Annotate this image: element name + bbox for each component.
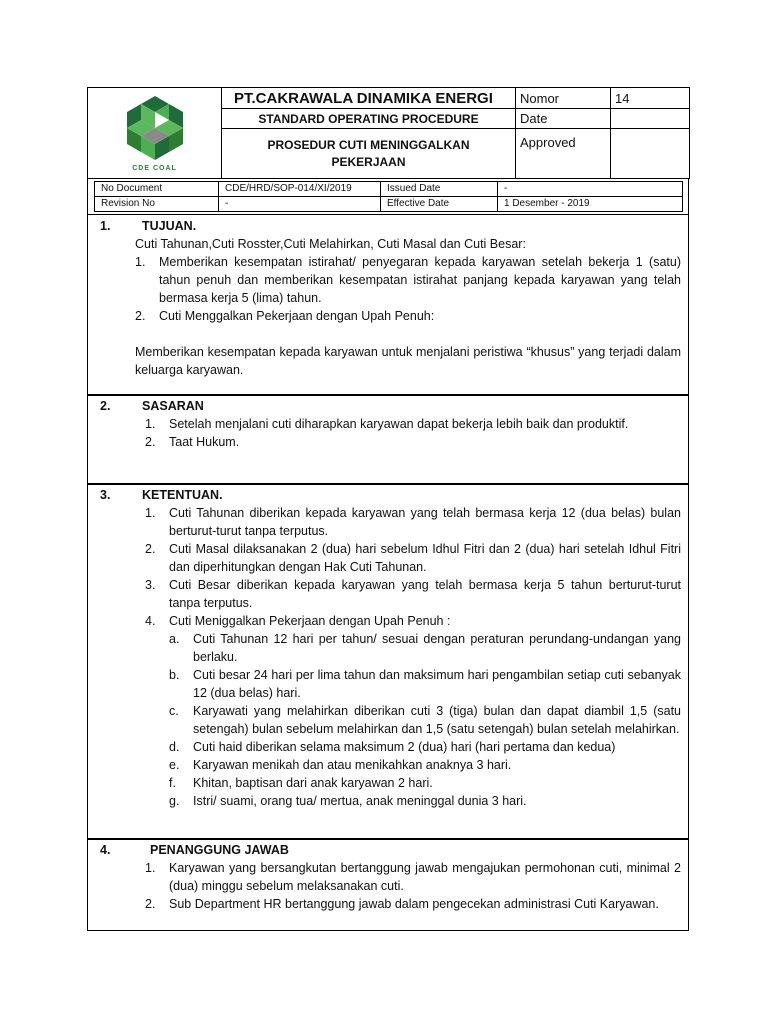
- issued-date-label: Issued Date: [381, 182, 498, 197]
- section-heading: [95, 397, 681, 415]
- sublist-letter: c.: [169, 704, 179, 718]
- nomor-label: Nomor: [516, 88, 611, 109]
- section-title: KETENTUAN.: [142, 488, 223, 502]
- list-text: Taat Hukum.: [169, 435, 240, 449]
- tujuan-list: [135, 253, 681, 325]
- list-text: Cuti Tahunan diberikan kepada karyawan yang telah bermasa kerja 12 (dua belas) bulan berturut-turut tanpa terputus.: [169, 506, 681, 538]
- issued-date-value: -: [498, 182, 683, 197]
- meta-wrapper: [87, 179, 689, 215]
- no-document-value: CDE/HRD/SOP-014/XI/2019: [219, 182, 381, 197]
- section-heading: [95, 486, 681, 504]
- section-number: 2.: [100, 399, 111, 413]
- sublist-text: Karyawati yang melahirkan diberikan cuti 3 (tiga) bulan dan dapat diambil 1,5 (satu setengah) bulan sebelum melahirkan dan 1,5 (satu setengah) bulan setelah melahirkan.: [193, 704, 681, 736]
- sublist-item: [169, 702, 681, 738]
- section-ketentuan: [87, 484, 689, 839]
- list-text: Setelah menjalani cuti diharapkan karyawan dapat bekerja lebih baik dan produktif.: [169, 417, 629, 431]
- sublist-letter: b.: [169, 668, 180, 682]
- procedure-title-line2: PEKERJAAN: [331, 154, 406, 169]
- sop-document: [87, 87, 689, 931]
- sublist-letter: e.: [169, 758, 180, 772]
- logo-cell: [88, 88, 222, 179]
- procedure-title: [222, 129, 516, 179]
- list-number: 2.: [145, 897, 156, 911]
- list-item: [145, 433, 681, 451]
- sublist-text: Cuti haid diberikan selama maksimum 2 (dua) hari (hari pertama dan kedua): [193, 740, 616, 754]
- ketentuan-list: [95, 504, 681, 810]
- effective-date-value: 1 Desember - 2019: [498, 197, 683, 212]
- list-number: 1.: [145, 861, 156, 875]
- procedure-title-line1: PROSEDUR CUTI MENINGGALKAN: [267, 137, 470, 152]
- list-item: [145, 504, 681, 540]
- revision-no-label: Revision No: [95, 197, 219, 212]
- sublist-item: [169, 630, 681, 666]
- list-item: [145, 576, 681, 612]
- penanggung-list: [95, 859, 681, 913]
- sublist-item: [169, 774, 681, 792]
- section-heading: [95, 841, 681, 859]
- list-item: [135, 253, 681, 307]
- date-value: [611, 109, 690, 129]
- ketentuan-sublist: [145, 630, 681, 810]
- list-item: [145, 895, 681, 913]
- list-item: [145, 859, 681, 895]
- sop-subtitle: STANDARD OPERATING PROCEDURE: [222, 109, 516, 129]
- cde-coal-logo-icon: [120, 94, 190, 164]
- list-text: Cuti Besar diberikan kepada karyawan yang telah bermasa kerja 5 tahun berturut-turut tanpa terputus.: [169, 578, 681, 610]
- effective-date-label: Effective Date: [381, 197, 498, 212]
- sublist-item: [169, 738, 681, 756]
- list-number: 1.: [145, 506, 156, 520]
- tujuan-closing: Memberikan kesempatan kepada karyawan untuk menjalani peristiwa “khusus” yang terjadi dalam keluarga karyawan.: [135, 345, 681, 377]
- list-item: [145, 612, 681, 630]
- sublist-text: Istri/ suami, orang tua/ mertua, anak meninggal dunia 3 hari.: [193, 794, 527, 808]
- section-sasaran: [87, 395, 689, 484]
- header-table: [87, 87, 690, 179]
- date-label: Date: [516, 109, 611, 129]
- sublist-letter: f.: [169, 776, 176, 790]
- sublist-text: Karyawan menikah dan atau menikahkan anaknya 3 hari.: [193, 758, 512, 772]
- list-number: 2.: [145, 542, 156, 556]
- meta-table: [94, 181, 683, 212]
- sublist-text: Cuti Tahunan 12 hari per tahun/ sesuai dengan peraturan perundang-undangan yang berlaku.: [193, 632, 681, 664]
- section-penanggung-jawab: [87, 839, 689, 931]
- section-number: 3.: [100, 488, 111, 502]
- list-text: Memberikan kesempatan istirahat/ penyegaran kepada karyawan setelah bekerja 1 (satu) tahun penuh dan memberikan kesempatan istirahat panjang kepada karyawan yang telah bermasa kerja 5 (lima) tahun.: [159, 255, 681, 305]
- list-text: Karyawan yang bersangkutan bertanggung jawab mengajukan permohonan cuti, minimal 2 (dua) minggu sebelum melaksanakan cuti.: [169, 861, 681, 893]
- sublist-item: [169, 756, 681, 774]
- list-item: [145, 415, 681, 433]
- sublist-item: [169, 792, 681, 810]
- sasaran-list: [95, 415, 681, 451]
- sublist-letter: a.: [169, 632, 180, 646]
- list-number: 3.: [145, 578, 156, 592]
- list-number: 1.: [135, 255, 146, 269]
- approved-value: [611, 129, 690, 179]
- list-number: 2.: [145, 435, 156, 449]
- sublist-letter: d.: [169, 740, 180, 754]
- nomor-value: 14: [611, 88, 690, 109]
- tujuan-body: [95, 235, 681, 379]
- list-text: Cuti Menggalkan Pekerjaan dengan Upah Penuh:: [159, 309, 435, 323]
- revision-no-value: -: [219, 197, 381, 212]
- section-title: TUJUAN.: [142, 219, 197, 233]
- section-heading: [95, 217, 681, 235]
- no-document-label: No Document: [95, 182, 219, 197]
- sublist-item: [169, 666, 681, 702]
- logo-text: CDE COAL: [132, 165, 177, 172]
- tujuan-intro: Cuti Tahunan,Cuti Rosster,Cuti Melahirkan, Cuti Masal dan Cuti Besar:: [135, 237, 526, 251]
- approved-label: Approved: [516, 129, 611, 179]
- company-name: PT.CAKRAWALA DINAMIKA ENERGI: [222, 88, 516, 109]
- sublist-text: Cuti besar 24 hari per lima tahun dan maksimum hari pengambilan setiap cuti sebanyak 12 (dua belas) hari.: [193, 668, 681, 700]
- list-item: [145, 540, 681, 576]
- list-text: Sub Department HR bertanggung jawab dalam pengecekan administrasi Cuti Karyawan.: [169, 897, 659, 911]
- sublist-text: Khitan, baptisan dari anak karyawan 2 hari.: [193, 776, 433, 790]
- section-number: 4.: [100, 843, 111, 857]
- list-number: 4.: [145, 614, 156, 628]
- section-title: PENANGGUNG JAWAB: [150, 843, 289, 857]
- list-number: 1.: [145, 417, 156, 431]
- section-tujuan: [87, 215, 689, 395]
- list-item: [135, 307, 681, 325]
- section-number: 1.: [100, 219, 111, 233]
- sublist-letter: g.: [169, 794, 180, 808]
- list-number: 2.: [135, 309, 146, 323]
- list-text: Cuti Meniggalkan Pekerjaan dengan Upah Penuh :: [169, 614, 451, 628]
- section-title: SASARAN: [142, 399, 204, 413]
- list-text: Cuti Masal dilaksanakan 2 (dua) hari sebelum Idhul Fitri dan 2 (dua) hari setelah Idhul Fitri dan diperhitungkan dengan Hak Cuti Tahunan.: [169, 542, 681, 574]
